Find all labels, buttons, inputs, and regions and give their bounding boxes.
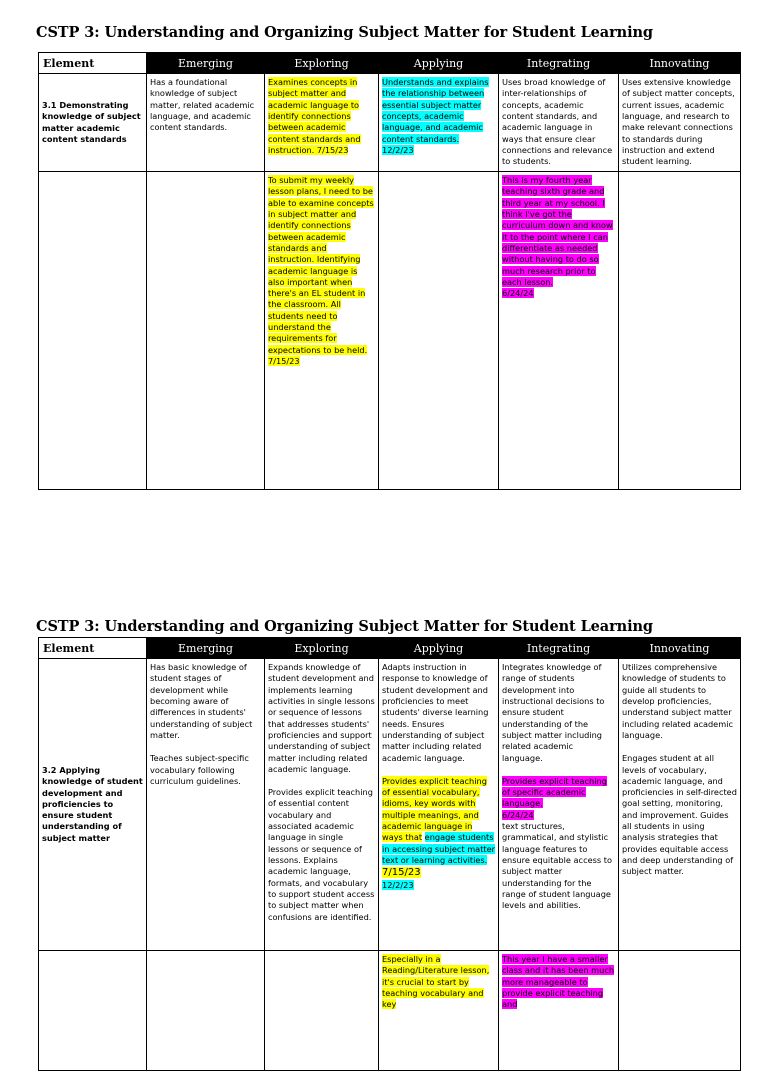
header-emerging: Emerging [147, 638, 265, 659]
evidence-element [39, 172, 147, 490]
element-3-2: 3.2 Applying knowledge of student development and proficiencies to ensure student understanding of subject matter [39, 659, 147, 951]
applying-highlight-yellow: Provides explicit teaching of essential vocabulary, idioms, key words with multiple meanings, and academic language in ways that [382, 775, 487, 843]
table-row [39, 74, 741, 172]
applying-highlight-cyan: engage students in accessing subject matter text or learning activities. [382, 832, 496, 865]
applying-date: 12/2/23 [382, 144, 414, 155]
integrating-rest: text structures, grammatical, and stylistic language features to ensure equitable access to subject matter understanding for the range of student language levels and abilities. [502, 821, 612, 911]
evidence-innovating [619, 951, 741, 1071]
header-applying: Applying [379, 638, 499, 659]
header-exploring: Exploring [265, 638, 379, 659]
integrating-paragraph [502, 776, 615, 912]
section2-title: CSTP 3: Understanding and Organizing Subject Matter for Student Learning [36, 618, 653, 635]
evidence-exploring [265, 172, 379, 490]
header-exploring: Exploring [265, 53, 379, 74]
innovating-descriptor [619, 659, 741, 951]
evidence-exploring [265, 951, 379, 1071]
emerging-paragraph: Teaches subject-specific vocabulary following curriculum guidelines. [150, 753, 249, 786]
applying-paragraph: Adapts instruction in response to knowledge of student development and proficiencies to meet students' diverse learning needs. Ensures understanding of subject matter including related academic language. [382, 662, 489, 763]
evidence-integrating-text: This is my fourth year teaching sixth grade and third year at my school. I think I've got the curriculum down and know it to the point where I can differentiate as needed without having to do so much research prior to each lesson. [502, 175, 613, 287]
applying-paragraph [382, 776, 495, 867]
header-applying: Applying [379, 53, 499, 74]
table-header-row [39, 53, 741, 74]
evidence-applying-text: Especially in a Reading/Literature lesson, it's crucial to start by teaching vocabulary and key [382, 954, 490, 1010]
evidence-element [39, 951, 147, 1071]
header-innovating: Innovating [619, 53, 741, 74]
exploring-descriptor [265, 74, 379, 172]
applying-highlight: Understands and explains the relationship between essential subject matter concepts, academic language, and academic content standards. [382, 77, 489, 144]
header-integrating: Integrating [499, 638, 619, 659]
exploring-highlight: Examines concepts in subject matter and academic language to identify connections between academic content standards and instruction. 7/15/23 [268, 77, 361, 155]
applying-date [382, 880, 495, 891]
evidence-applying [379, 172, 499, 490]
header-element: Element [39, 638, 147, 659]
rubric-table-3-2 [38, 637, 741, 1071]
exploring-paragraph: Provides explicit teaching of essential content vocabulary and associated academic language in single lessons or sequence of lessons. Explains academic language, formats, and vocabulary to support student access to subject matter when confusions are identified. [268, 787, 375, 922]
innovating-paragraph: Engages student at all levels of vocabulary, academic language, and proficiencies in self-directed goal setting, monitoring, and improvement. Guides all students in using analysis strategies that provides equitable access and deep understanding of subject matter. [622, 753, 737, 877]
applying-descriptor [379, 659, 499, 951]
header-emerging: Emerging [147, 53, 265, 74]
header-element: Element [39, 53, 147, 74]
innovating-descriptor: Uses extensive knowledge of subject matter concepts, current issues, academic language, and research to make relevant connections to standards during instruction and extend student learning. [619, 74, 741, 172]
emerging-descriptor [147, 659, 265, 951]
table-row [39, 172, 741, 490]
emerging-paragraph: Has basic knowledge of student stages of development while becoming aware of differences in students' understanding of subject matter. [150, 662, 253, 740]
applying-descriptor [379, 74, 499, 172]
evidence-applying [379, 951, 499, 1071]
header-integrating: Integrating [499, 53, 619, 74]
evidence-emerging [147, 951, 265, 1071]
rubric-table-3-1 [38, 52, 741, 490]
integrating-highlight: Provides explicit teaching of specific academic language, [502, 775, 607, 809]
table-row [39, 659, 741, 951]
emerging-descriptor: Has a foundational knowledge of subject matter, related academic language, and academic content standards. [147, 74, 265, 172]
header-innovating: Innovating [619, 638, 741, 659]
evidence-exploring-text: To submit my weekly lesson plans, I need to be able to examine concepts in subject matter and identify connections between academic standards and instruction. Identifying academic language is also important when there's an EL student in the classroom. All students need to understand the requirements for expectations to be held. 7/15/23 [268, 175, 374, 366]
exploring-paragraph: Expands knowledge of student development and implements learning activities in single lessons or sequence of lessons that addresses students' proficiencies and support understanding of subject matter including related academic language. [268, 662, 375, 774]
applying-date-2: 12/2/23 [382, 880, 414, 891]
integrating-descriptor [499, 659, 619, 951]
section1-title: CSTP 3: Understanding and Organizing Subject Matter for Student Learning [36, 24, 653, 41]
exploring-descriptor [265, 659, 379, 951]
evidence-emerging [147, 172, 265, 490]
evidence-integrating [499, 951, 619, 1071]
evidence-integrating [499, 172, 619, 490]
evidence-integrating-text: This year I have a smaller class and it has been much more manageable to provide explicit teaching and [502, 954, 615, 1010]
innovating-paragraph: Utilizes comprehensive knowledge of students to guide all students to develop proficiencies, understand subject matter including related academic language. [622, 662, 733, 740]
evidence-integrating-date: 6/24/24 [502, 288, 534, 299]
integrating-descriptor: Uses broad knowledge of inter-relationships of concepts, academic content standards, and academic language in ways that ensure clear connections and relevance to students. [499, 74, 619, 172]
evidence-innovating [619, 172, 741, 490]
integrating-paragraph: Integrates knowledge of range of students development into instructional decisions to ensure student understanding of the subject matter including related academic language. [502, 662, 605, 763]
applying-date-1: 7/15/23 [382, 867, 421, 879]
element-3-1: 3.1 Demonstrating knowledge of subject matter academic content standards [39, 74, 147, 172]
applying-date [382, 866, 495, 880]
table-header-row [39, 638, 741, 659]
integrating-date: 6/24/24 [502, 809, 534, 820]
table-row [39, 951, 741, 1071]
